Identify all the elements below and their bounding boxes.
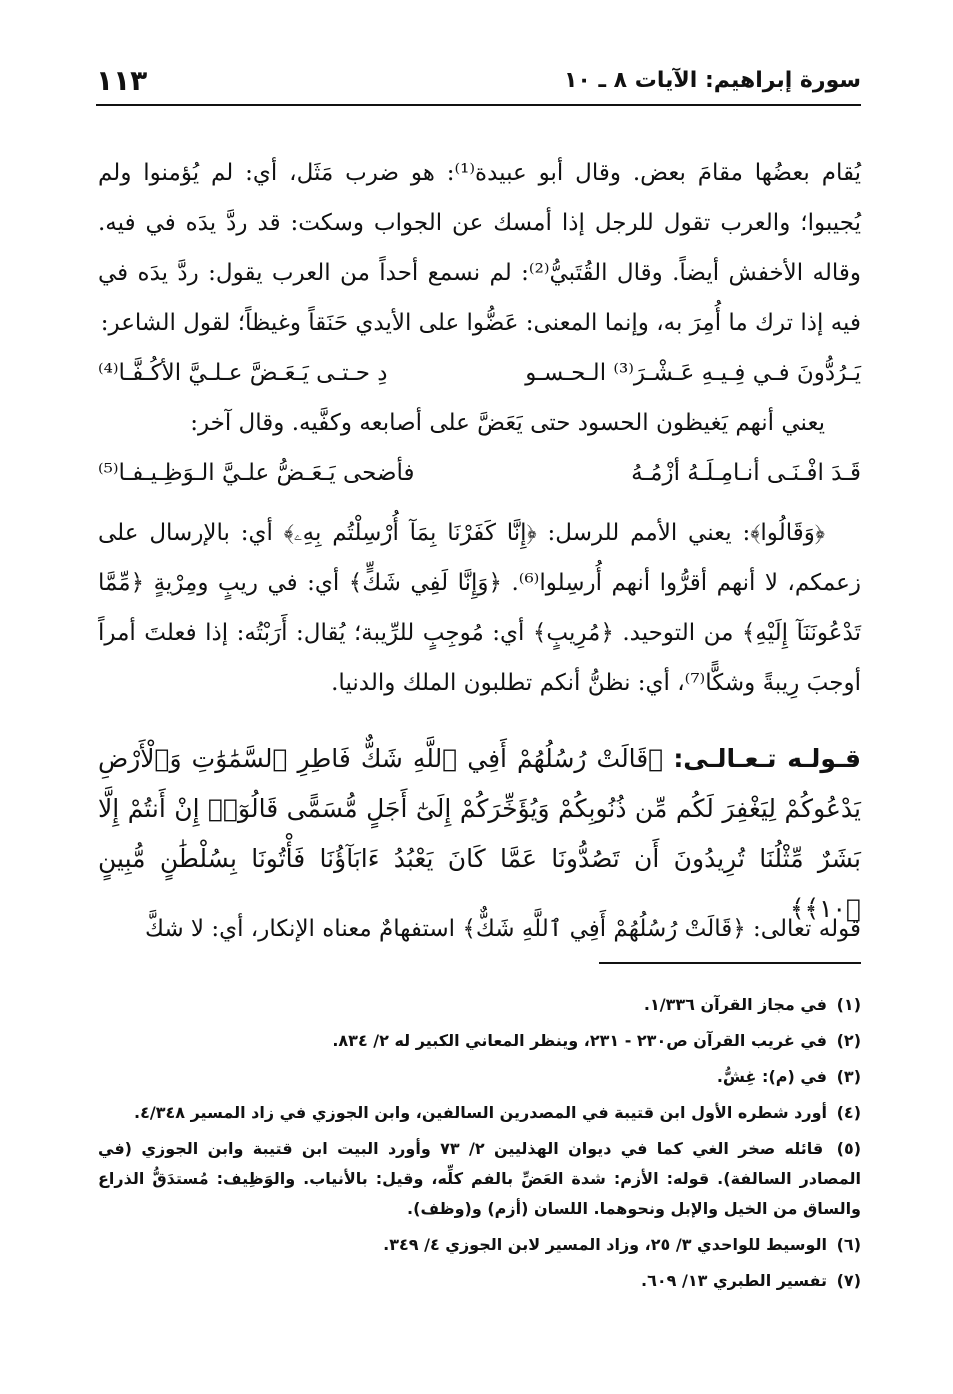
footnote-number: (١) bbox=[836, 995, 861, 1014]
footnote-text: في غريب القرآن ص٢٣٠ - ٢٣١، وينظر المعاني الكبير له ٢/ ٨٣٤. bbox=[332, 1031, 828, 1050]
footnote-4 bbox=[98, 1098, 861, 1128]
footnote-text: الوسيط للواحدي ٣/ ٢٥، وزاد المسير لابن الجوزي ٤/ ٣٤٩. bbox=[383, 1235, 828, 1254]
footnote-7 bbox=[98, 1266, 861, 1296]
verse-1-second-hemistich: دِ حـتـى يَـعَـضَّ عـلـيَّ الأكُـفَّـا⁽⁴⁾ bbox=[98, 360, 388, 386]
ayah-text: ﴿قَالَتْ رُسُلُهُمْ أَفِي ٱللَّهِ شَكٌّ فَاطِرِ ٱلسَّمَٰوَٰتِ وَٱلْأَرْضِ يَدْعُوكُمْ لِيَغْفِرَ لَكُم مِّن ذُنُوبِكُمْ وَيُؤَخِّرَكُمْ إِلَىٰٓ أَجَلٍ مُّسَمًّى قَالُوٓا۟ إِنْ أَنتُمْ إِلَّا بَشَرٌ مِّثْلُنَا تُرِيدُونَ أَن تَصُدُّونَا عَمَّا كَانَ يَعْبُدُ ءَابَآؤُنَا فَأْتُونَا بِسُلْطَٰنٍ مُّبِينٍ ﴿١٠﴾﴾ bbox=[98, 744, 861, 923]
footnote-text: في مجاز القرآن ١/٣٣٦. bbox=[643, 995, 828, 1014]
page-number: ١١٣ bbox=[96, 64, 148, 97]
verse-1-first-hemistich: يَـرُدُّونَ فـي فِـيـهِ عَـشْـرَ⁽³⁾ الـحـسـو bbox=[525, 360, 861, 386]
footnote-5 bbox=[98, 1134, 861, 1224]
ayah-intro: قـولـه تـعـالـى: bbox=[673, 744, 861, 773]
footnote-text: قائله صخر الغي كما في ديوان الهذليين ٢/ ٧٣ وأورد البيت ابن قتيبة وابن الجوزي (في المصادر السالفة). قوله: الأزم: شدة العَضِّ بالفم كلِّه، وقيل: بالأنياب. والوَظِيف: مُستدَقُّ الذراع والساق من الخيل والإبل ونحوهما. اللسان (أزم) و(وظف). bbox=[98, 1139, 861, 1218]
footnote-text: تفسير الطبري ١٣/ ٦٠٩. bbox=[641, 1271, 828, 1290]
footnote-number: (٧) bbox=[836, 1271, 861, 1290]
spacer bbox=[98, 498, 861, 508]
paragraph-2: يعني أنهم يَغيظون الحسود حتى يَعَضَّ على أصابعه وكفَّيه. وقال آخر: bbox=[190, 410, 825, 436]
commentary-paragraph: قوله تعالى: ﴿قَالَتْ رُسُلُهُمْ أَفِي ٱللَّهِ شَكٌّ﴾ استفهامٌ معناه الإنكار، أي: لا شكَّ bbox=[144, 916, 861, 942]
footnotes bbox=[98, 990, 861, 1302]
poetry-verse-2 bbox=[98, 448, 861, 498]
footnote-6 bbox=[98, 1230, 861, 1260]
main-text bbox=[98, 148, 861, 708]
verse-2-first-hemistich: قَـدَ افْـنَـى أنـامِـلَـهُ أزْمُـهُ bbox=[631, 460, 861, 486]
running-header bbox=[96, 64, 861, 106]
footnote-text: أورد شطره الأول ابن قتيبة في المصدرين السالفين، وابن الجوزي في زاد المسير ٤/٣٤٨. bbox=[134, 1103, 828, 1122]
paragraph-1: يُقام بعضُها مقامَ بعض. وقال أبو عبيدة⁽¹⁾: هو ضرب مَثَل، أي: لم يُؤمنوا ولم يُجيبوا؛ والعرب تقول للرجل إذا أمسك عن الجواب وسكت: قد ردَّ يدَه في فيه. وقاله الأخفش أيضاً. وقال القُتَبيُّ⁽²⁾: لم نسمع أحداً من العرب يقول: ردَّ يدَه في فيه إذا ترك ما أُمِرَ به، وإنما المعنى: عَضُّوا على الأيدي حَنَقاً وغيظاً؛ لقول الشاعر: bbox=[98, 160, 861, 336]
footnote-3 bbox=[98, 1062, 861, 1092]
footnote-number: (٣) bbox=[836, 1067, 861, 1086]
footnote-text: في (م): غِشُّ. bbox=[716, 1067, 828, 1086]
header-title: سورة إبراهيم: الآيات ٨ ـ ١٠ bbox=[563, 68, 861, 93]
footnote-number: (٢) bbox=[836, 1031, 861, 1050]
footnote-number: (٥) bbox=[836, 1139, 862, 1158]
footnote-2 bbox=[98, 1026, 861, 1056]
footnote-number: (٤) bbox=[836, 1103, 861, 1122]
poetry-verse-1 bbox=[98, 348, 861, 398]
footnote-number: (٦) bbox=[836, 1235, 861, 1254]
paragraph-3: ﴿وَقَالُوا﴾: يعني الأمم للرسل: ﴿إِنَّا كَفَرْنَا بِمَآ أُرْسِلْتُم بِهِۦ﴾ أي: بالإرسال على زعمكم، لا أنهم أقرُّوا أنهم أُرسِلوا⁽⁶⁾. ﴿وَإِنَّا لَفِي شَكٍّ﴾ أي: في ريبٍ ومِرْيةٍ ﴿مِّمَّا تَدْعُونَنَآ إِلَيْهِ﴾ من التوحيد. ﴿مُرِيبٍ﴾ أي: مُوجِبٍ للرِّيبة؛ يُقال: أَرَبْتُه: إذا فعلتَ أمراً أوجبَ رِيبةً وشكًّا⁽⁷⁾، أي: نظنُّ أنكم تطلبون الملك والدنيا. bbox=[98, 520, 861, 696]
verse-2-second-hemistich: فأضحى يَـعَـضُّ علـيَّ الـوَظِـيـفـا⁽⁵⁾ bbox=[98, 460, 415, 486]
footnote-1 bbox=[98, 990, 861, 1020]
footnote-divider bbox=[599, 962, 861, 964]
